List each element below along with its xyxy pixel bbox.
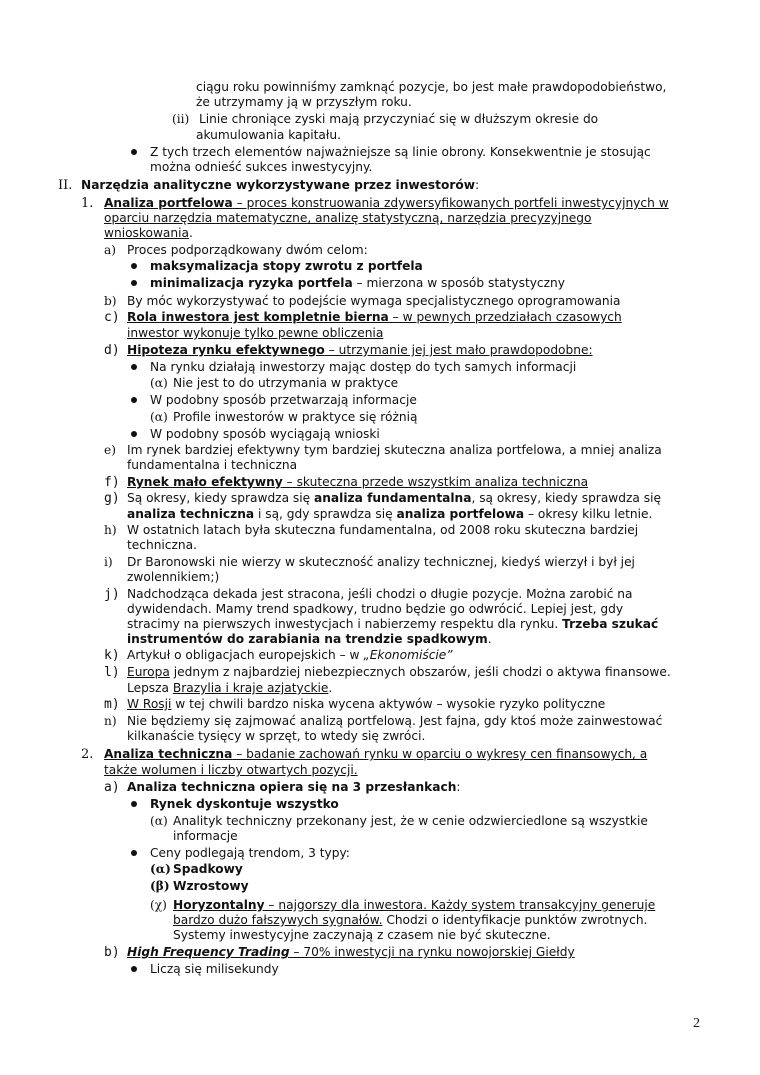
text-line: stracimy na pierwszych inwestycjach i nabierzemy respektu dla rynku. Trzeba szukać [127, 617, 659, 631]
text-line: Liczą się milisekundy [150, 962, 279, 976]
greek-label: (α) [150, 862, 171, 876]
text-line: maksymalizacja stopy zwrotu z portfela [150, 259, 423, 273]
text-line: można odnieść sukces inwestycyjny. [150, 160, 373, 174]
text-line: fundamentalna i techniczna [127, 458, 298, 472]
text-line: Z tych trzech elementów najważniejsze są linie obrony. Konsekwentnie je stosując [150, 145, 651, 159]
text-line: analiza techniczna i są, gdy sprawdza się analiza portfelowa – okresy kilku letnie. [127, 507, 653, 521]
text-line: Rynek mało efektywny – skuteczna przede wszystkim analiza techniczna [127, 475, 589, 489]
section-label: II. [58, 178, 73, 193]
list-number: 2. [81, 747, 94, 762]
text-line: Analiza techniczna opiera się na 3 przesłankach: [127, 780, 461, 794]
greek-label: (χ) [150, 898, 167, 912]
list-letter: d) [104, 343, 120, 358]
text-line: bardzo dużo fałszywych sygnałów. Chodzi o identyfikacje punktów zwrotnych. [173, 913, 648, 927]
list-letter: l) [104, 665, 120, 680]
bullet-icon [131, 149, 137, 155]
text-line: Analiza portfelowa – proces konstruowania zdywersyfikowanych portfeli inwestycyjnych w [104, 196, 669, 210]
text-line: minimalizacja ryzyka portfela – mierzona w sposób statystyczny [150, 276, 565, 290]
roman-label: (ii) [172, 112, 190, 126]
list-number: 1. [81, 196, 94, 211]
text-line: Na rynku działają inwestorzy mając dostęp do tych samych informacji [150, 360, 577, 374]
greek-label: (α) [150, 376, 168, 390]
text-line: Są okresy, kiedy sprawdza się analiza fundamentalna, są okresy, kiedy sprawdza się [127, 491, 661, 505]
list-letter: a) [104, 780, 120, 795]
text-line: Rynek dyskontuje wszystko [150, 797, 339, 811]
text-line: W podobny sposób wyciągają wnioski [150, 427, 380, 441]
bullet-icon [131, 431, 137, 437]
text-line: Dr Baronowski nie wierzy w skuteczność analizy technicznej, kiedyś wierzył i był jej [127, 555, 635, 569]
text-line: Artykuł o obligacjach europejskich – w „Ekonomiście” [127, 648, 453, 662]
list-letter: e) [104, 443, 116, 457]
text-line: Analiza techniczna – badanie zachowań rynku w oparciu o wykresy cen finansowych, a [104, 747, 648, 761]
text-line: instrumentów do zarabiania na trendzie spadkowym. [127, 632, 492, 646]
text-line: Horyzontalny – najgorszy dla inwestora. Każdy system transakcyjny generuje [173, 898, 656, 912]
list-letter: b) [104, 945, 120, 960]
text-line: W ostatnich latach była skuteczna fundamentalna, od 2008 roku skuteczna bardziej [127, 523, 639, 537]
bullet-icon [131, 364, 137, 370]
bullet-icon [131, 850, 137, 856]
text-line: Profile inwestorów w praktyce się różnią [173, 410, 418, 424]
greek-label: (α) [150, 814, 168, 828]
list-letter: h) [104, 523, 117, 537]
text-line: Systemy inwestycyjne zaczynają z czasem nie być skuteczne. [173, 928, 551, 942]
bullet-icon [131, 397, 137, 403]
list-letter: k) [104, 648, 120, 663]
text-line: inwestor wykonuje tylko pewne obliczenia [127, 326, 384, 340]
text-line: W Rosji w tej chwili bardzo niska wycena aktywów – wysokie ryzyko polityczne [127, 697, 606, 711]
bullet-icon [131, 966, 137, 972]
bullet-icon [131, 263, 137, 269]
text-line: informacje [173, 829, 238, 843]
text-line: Wzrostowy [173, 879, 249, 893]
text-line: akumulowania kapitału. [196, 128, 341, 142]
text-line: By móc wykorzystywać to podejście wymaga specjalistycznego oprogramowania [127, 294, 621, 308]
greek-label: (β) [150, 879, 170, 893]
text-line: Hipoteza rynku efektywnego – utrzymanie jej jest mało prawdopodobne: [127, 343, 593, 357]
text-line: ciągu roku powinniśmy zamknąć pozycje, bo jest małe prawdopodobieństwo, [196, 80, 667, 94]
text-line: zwolennikiem;) [127, 570, 220, 584]
text-line: Analityk techniczny przekonany jest, że w cenie odzwierciedlone są wszystkie [173, 814, 648, 828]
text-line: Nie jest to do utrzymania w praktyce [173, 376, 399, 390]
text-line: Europa jednym z najbardziej niebezpiecznych obszarów, jeśli chodzi o aktywa finansowe. [127, 665, 671, 679]
list-letter: g) [104, 491, 120, 506]
bullet-icon [131, 280, 137, 286]
text-line: oparciu narzędzia matematyczne, analizę statystyczną, narzędzia precyzyjnego [104, 211, 592, 225]
page-number: 2 [693, 1016, 700, 1031]
text-line: High Frequency Trading – 70% inwestycji na rynku nowojorskiej Giełdy [127, 945, 575, 959]
bullet-icon [131, 801, 137, 807]
section-title: Narzędzia analityczne wykorzystywane przez inwestorów: [81, 178, 480, 192]
text-line: Ceny podlegają trendom, 3 typy: [150, 846, 350, 860]
list-letter: f) [104, 475, 120, 490]
text-line: Rola inwestora jest kompletnie bierna – w pewnych przedziałach czasowych [127, 310, 622, 324]
text-line: techniczna. [127, 538, 197, 552]
text-line: także wolumen i liczby otwartych pozycji. [104, 763, 358, 777]
list-letter: c) [104, 310, 120, 325]
list-letter: b) [104, 294, 117, 308]
text-line: że utrzymamy ją w przyszłym roku. [196, 95, 412, 109]
text-line: wnioskowania. [104, 226, 193, 240]
text-line: Lepsza Brazylia i kraje azjatyckie. [127, 681, 333, 695]
list-letter: i) [104, 555, 113, 569]
text-line: Nie będziemy się zajmować analizą portfelową. Jest fajna, gdy ktoś może zainwestować [127, 714, 663, 728]
list-letter: a) [104, 243, 117, 257]
greek-label: (α) [150, 410, 168, 424]
text-line: Spadkowy [173, 862, 243, 876]
list-letter: j) [104, 587, 120, 602]
text-line: W podobny sposób przetwarzają informacje [150, 393, 417, 407]
text-line: Im rynek bardziej efektywny tym bardziej skuteczna analiza portfelowa, a mniej analiza [127, 443, 662, 457]
list-letter: m) [104, 697, 120, 712]
list-letter: n) [104, 714, 117, 728]
text-line: Linie chroniące zyski mają przyczyniać się w dłuższym okresie do [199, 112, 599, 126]
text-line: Nadchodząca dekada jest stracona, jeśli chodzi o długie pozycje. Można zarobić na [127, 587, 633, 601]
text-line: Proces podporządkowany dwóm celom: [127, 243, 368, 257]
text-line: dywidendach. Mamy trend spadkowy, trudno będzie go odwrócić. Lepiej jest, gdy [127, 602, 624, 616]
text-line: kilkanaście tysięcy w sprzęt, to wtedy się zwróci. [127, 729, 426, 743]
